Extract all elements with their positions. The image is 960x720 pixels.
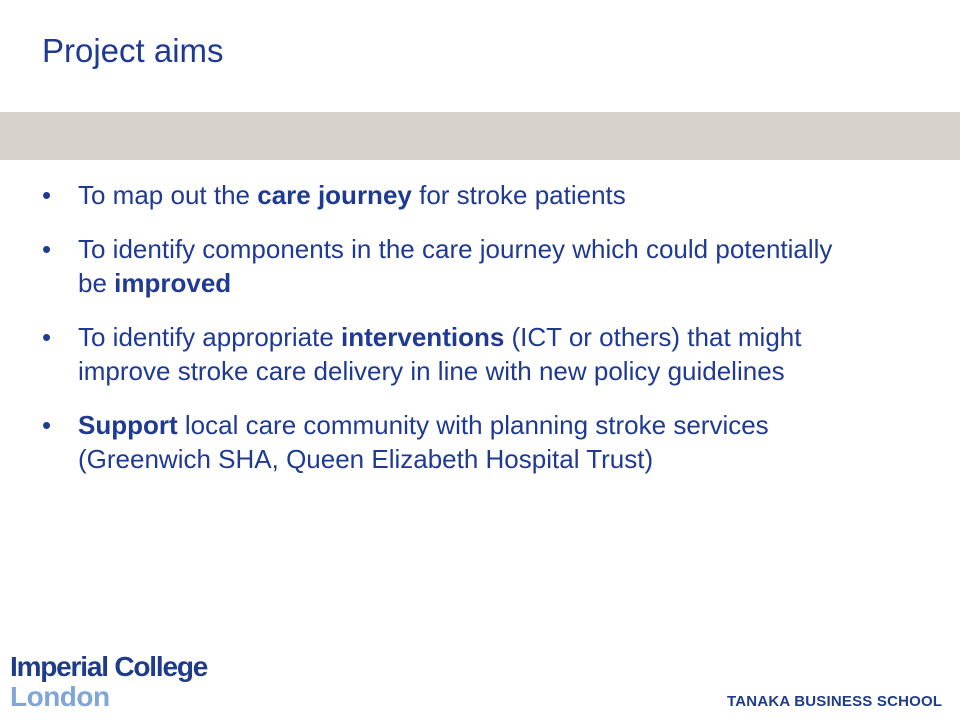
bullet-text-before: To identify appropriate [78,322,342,352]
bullet-text-bold: Support [78,410,178,440]
bullet-text-bold: interventions [341,322,505,352]
bullet-list [42,178,842,496]
bullet-item-improved [42,232,842,300]
bullet-marker: • [42,410,52,440]
bullet-item-support [42,408,842,476]
bullet-text-before: To identify components in the care journey which could potentially be [78,234,833,298]
bullet-marker: • [42,180,52,210]
bullet-marker: • [42,234,52,264]
bullet-marker: • [42,322,52,352]
bullet-text-after: for stroke patients [411,180,626,210]
bullet-text-bold: care journey [257,180,412,210]
tanaka-business-school-logo: TANAKA BUSINESS SCHOOL [727,693,943,710]
bullet-text-after: (ICT or others) that might improve stroke care delivery in line with new policy guidelines [78,322,802,386]
slide-title: Project aims [42,32,224,69]
bullet-text-after: local care community with planning stroke services (Greenwich SHA, Queen Elizabeth Hospital Trust) [78,410,769,474]
bullet-text-bold: improved [114,268,232,298]
title-band [0,112,960,160]
bullet-text-before: To map out the [78,180,258,210]
bullet-item-care-journey [42,178,842,212]
imperial-logo-line2: London [10,681,110,712]
bullet-item-interventions [42,320,842,388]
imperial-logo-line1: Imperial College [10,651,208,682]
imperial-college-london-logo [10,652,220,712]
